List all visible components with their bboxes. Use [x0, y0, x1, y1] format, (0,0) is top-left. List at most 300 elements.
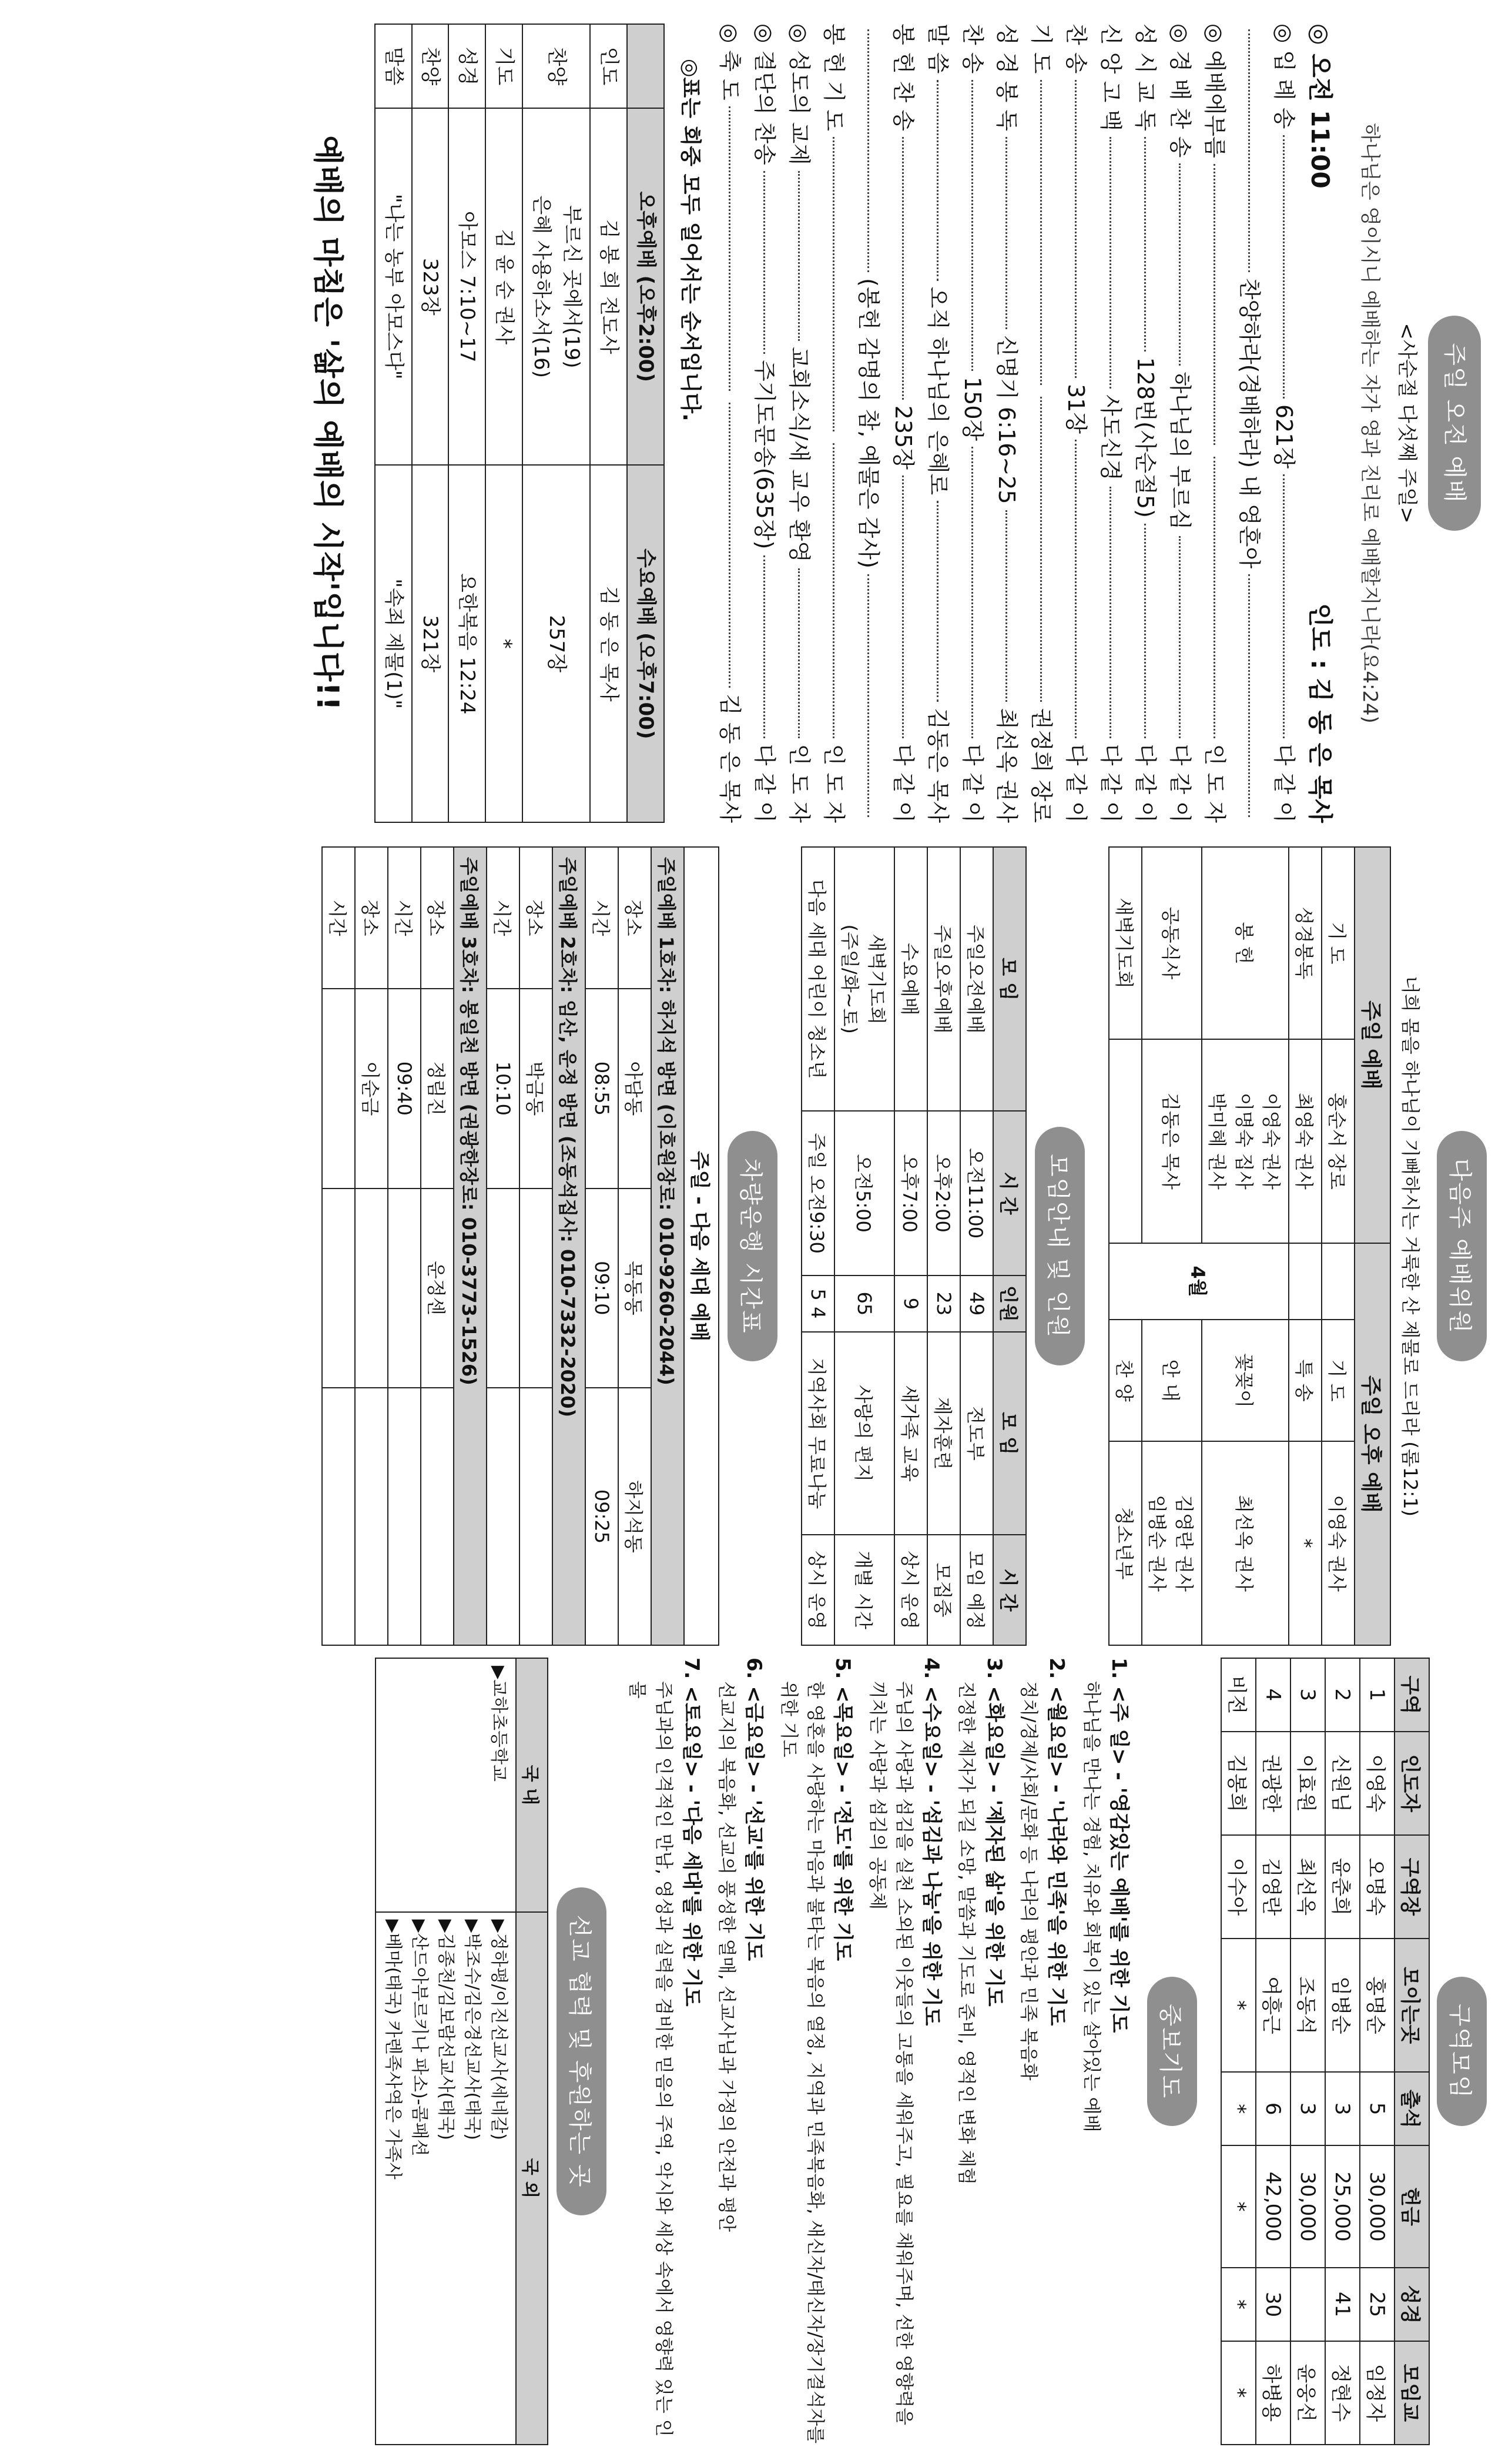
table-row	[834, 847, 894, 1645]
domestic-header: 국 내	[516, 1658, 548, 1912]
table-cell: 개별 시간	[834, 1535, 894, 1645]
table-cell: 전도부	[960, 1332, 993, 1535]
section-title: 중보기도	[1147, 1977, 1197, 2127]
mission-table	[375, 1658, 548, 2445]
prayer-heading: 3. <화요일> - '제자된 삶'을 위한 기도	[982, 1658, 1006, 2007]
table-cell: 제자훈련	[927, 1332, 960, 1535]
mission-item: ▶정하평/이진선교사(세네갈)	[488, 1919, 509, 2140]
order-name: ◎ 예배에부름	[1201, 24, 1228, 158]
duty-row	[1289, 847, 1322, 1645]
bus-cell: 08:55	[585, 989, 618, 1188]
order-name: ◎ 입 례 송	[1271, 24, 1297, 129]
bus-row	[421, 847, 454, 1645]
order-of-worship	[712, 24, 1300, 823]
domestic-list	[376, 1658, 516, 1912]
prayer-detail: 진정한 제자가 되길 소망, 말씀과 기도로 준비, 영적인 변화 체험	[956, 1681, 977, 2185]
bus-cell: 장소	[355, 847, 388, 989]
afternoon-wednesday-table	[374, 24, 665, 823]
table-cell: 신원님	[1325, 1732, 1360, 1835]
table-cell: *	[1221, 2072, 1256, 2145]
prayer-heading: 5. <목요일> - '전도'를 위한 기도	[831, 1658, 855, 1961]
table-cell: 말씀	[375, 24, 412, 108]
duty-role: 꽃꽂이	[1202, 1320, 1289, 1441]
table-cell: 오전11:00	[960, 1111, 993, 1275]
prayer-item	[1015, 1658, 1071, 2445]
section-title: 다음주 예배위원	[1437, 1131, 1487, 1361]
order-item	[1162, 24, 1197, 823]
table-cell: 2	[1325, 1658, 1360, 1732]
order-name: 말 씀	[924, 24, 951, 74]
order-person: 최선옥 권사	[994, 708, 1020, 823]
order-detail: 31장	[1063, 384, 1090, 434]
prayer-detail: 주님의 사랑과 섬김을 실천 소외된 이웃들의 고통을 세워주고, 필요를 채워주며, 선한 영향력을 끼치는 사랑과 섬김의 공동체	[867, 1681, 914, 2426]
duty-person: 김영란 권사 임병순 권사	[1142, 1441, 1202, 1645]
table-cell: 5	[1360, 2072, 1395, 2145]
table-cell: 3	[1290, 2072, 1325, 2145]
bus-cell	[322, 989, 355, 1188]
bus-cell: 시간	[487, 847, 519, 989]
bus-title: 주일 - 다음 세대 예배	[684, 847, 719, 1645]
bus-cell: 시간	[585, 847, 618, 989]
table-cell: 찬양	[522, 24, 590, 108]
table-cell: 모임 예정	[960, 1535, 993, 1645]
bus-cell: 장소	[618, 847, 651, 989]
groups-prayer-panel	[382, 1646, 1487, 2457]
table-cell: 오후7:00	[894, 1111, 927, 1275]
next-week-panel	[326, 835, 1487, 1658]
order-detail: 235장	[890, 405, 916, 470]
section-title: 주일 오전 예배	[1428, 316, 1481, 530]
table-cell: 부르신 곳에서(19) 은혜 사용하소서(16)	[522, 108, 590, 465]
prayer-heading: 7. <토요일> - '다음 세대'를 위한 기도	[679, 1658, 703, 2007]
order-person: 다 같 이	[1132, 744, 1158, 823]
table-cell: "나는 농부 아모스다"	[375, 108, 412, 465]
table-cell: 상시 운영	[894, 1535, 927, 1645]
table-cell: 김봉희	[1221, 1732, 1256, 1835]
duty-person: 최선옥 권사	[1202, 1441, 1289, 1645]
order-item	[851, 24, 886, 823]
table-cell: 25,000	[1325, 2145, 1360, 2268]
table-header: 수요예배 (오후7:00)	[627, 465, 664, 822]
bus-cell: 아담동	[618, 989, 651, 1188]
order-name: 봉 헌 기 도	[820, 24, 847, 132]
bus-cell	[421, 1388, 454, 1645]
order-person: 다 같 이	[752, 744, 778, 823]
table-cell: 주일 오전9:30	[802, 1111, 834, 1275]
table-cell: 49	[960, 1275, 993, 1332]
bus-cell	[388, 1388, 421, 1645]
table-header: 출석	[1395, 2072, 1429, 2145]
prayer-detail: 정치/경제/사회/문화 등 나라의 평안과 민족 복음화	[1018, 1681, 1040, 2081]
table-cell: 4	[1256, 1658, 1290, 1732]
theme-verse: 하나님은 영이시니 예배하는 자가 영과 진리로 예배할지니라(요4:24)	[1358, 123, 1382, 724]
table-header: 헌금	[1395, 2145, 1429, 2268]
order-name: 신 앙 고 백	[1098, 24, 1124, 132]
order-name: 봉 헌 찬 송	[890, 24, 916, 132]
sunday-morning-service-panel	[310, 12, 1487, 835]
prayer-heading: 1. <주 일> - '영감있는 예배'를 위한 기도	[1107, 1658, 1131, 2033]
order-name: ◎ 결단의 찬송	[752, 24, 778, 165]
duty-role: 안 내	[1142, 1320, 1202, 1441]
table-cell: 65	[834, 1275, 894, 1332]
order-detail: 621장	[1271, 404, 1297, 469]
bus-cell	[322, 1388, 355, 1645]
order-name: 찬 송	[1063, 24, 1090, 74]
table-cell: 42,000	[1256, 2145, 1290, 2268]
prayer-detail: 한 영혼을 사랑하는 마음과 불타는 복음의 열정, 지역과 민족복음화, 새신자/태신자/장기결석자를 위한 기도	[777, 1681, 826, 2444]
table-cell: 이영숙	[1360, 1732, 1395, 1835]
order-person: 다 같 이	[959, 744, 986, 823]
duty-person: 이영숙 권사 이명숙 집사 박미혜 권사	[1202, 1039, 1289, 1243]
order-item	[1232, 24, 1266, 823]
order-item	[712, 24, 747, 823]
order-item	[955, 24, 990, 823]
table-header: 모 임	[993, 847, 1026, 1111]
mission-item: ▶김종천/김보람선교사(태국)	[435, 1919, 456, 2140]
bus-cell	[487, 1388, 519, 1645]
table-header: 인도자	[1395, 1732, 1429, 1835]
bus-cell: 09:25	[585, 1388, 618, 1645]
bus-cell: 시간	[322, 847, 355, 989]
table-cell: 성경	[448, 24, 485, 108]
table-row	[1325, 1658, 1360, 2445]
order-person: 다 같 이	[1063, 744, 1090, 823]
order-name: 찬 송	[959, 24, 986, 74]
table-cell: *	[485, 465, 522, 822]
bus-row	[322, 847, 355, 1645]
mission-item: ▶박조수/김은경선교사(태국)	[461, 1919, 482, 2140]
pm-title: 주일 오후 예배	[1355, 1243, 1390, 1645]
bus-cell: 박금동	[519, 989, 552, 1188]
table-cell: 오후2:00	[927, 1111, 960, 1275]
table-cell: 이수아	[1221, 1835, 1256, 1939]
order-person: 김 동 은 목사	[717, 694, 743, 823]
order-item	[886, 24, 920, 823]
order-detail: (봉헌 감명의 참, 예물은 감사)	[855, 278, 881, 568]
order-item	[990, 24, 1024, 823]
table-header: 모이는곳	[1395, 1939, 1429, 2072]
table-header: 구역	[1395, 1658, 1429, 1732]
table-cell: 257장	[522, 465, 590, 822]
table-cell: 조동석	[1290, 1939, 1325, 2072]
section-title: 차량운행 시간표	[728, 1131, 777, 1361]
order-detail: 오직 하나님의 은혜로	[924, 286, 951, 496]
table-cell: 6	[1256, 2072, 1290, 2145]
order-name: 성 시 교 독	[1132, 24, 1158, 132]
order-detail: 교회소식/새 교우 환영	[786, 346, 813, 563]
section-title: 구역모임	[1437, 1977, 1487, 2127]
table-row	[1290, 1658, 1325, 2445]
table-cell: 상시 운영	[802, 1535, 834, 1645]
table-row	[960, 847, 993, 1645]
overseas-header: 국 외	[516, 1912, 548, 2445]
prayer-detail: 주님과의 인격적인 만남, 영성과 실력을 겸비한 믿음의 주역, 악시와 세상 속에서 영향력 있는 인물	[626, 1681, 675, 2437]
order-person: 다 같 이	[1166, 744, 1193, 823]
table-row	[412, 24, 449, 822]
order-detail: 찬양하라(경배하라) 내 영혼아	[1236, 277, 1262, 569]
table-header: 모 임	[993, 1332, 1026, 1535]
duty-table	[1108, 846, 1391, 1646]
bus-cell	[519, 1388, 552, 1645]
order-person: 다 같 이	[1271, 744, 1297, 823]
bus-row	[487, 847, 519, 1645]
order-name: 기 도	[1028, 24, 1055, 74]
duty-row	[1202, 847, 1289, 1645]
table-row	[1221, 1658, 1256, 2445]
order-person: 인 도 자	[820, 744, 847, 823]
table-row	[522, 24, 590, 822]
table-cell: 3	[1325, 2072, 1360, 2145]
table-cell: 인도	[590, 24, 627, 108]
table-cell: 3	[1290, 1658, 1325, 1732]
table-header	[627, 24, 664, 108]
prayer-detail: 하나님을 만나는 경험, 치유와 회복이 있는 살아있는 예배	[1080, 1681, 1102, 2132]
table-cell: 23	[927, 1275, 960, 1332]
bus-cell	[519, 1189, 552, 1388]
table-row	[927, 847, 960, 1645]
duty-role: 공동식사	[1142, 847, 1202, 1039]
table-cell: 30	[1256, 2268, 1290, 2341]
table-cell: 지역사회 무료나눔	[802, 1332, 834, 1535]
table-cell: 임정자	[1360, 2341, 1395, 2445]
prayer-item	[1078, 1658, 1133, 2445]
table-cell: 사랑의 편지	[834, 1332, 894, 1535]
prayer-item	[624, 1658, 706, 2445]
bus-group-2: 주일예배 2호차: 임산, 운정 방면 (조동석집사: 010-7332-2020)	[552, 847, 585, 1645]
bus-cell: 09:40	[388, 989, 421, 1188]
table-cell: 찬양	[412, 24, 449, 108]
duty-role: 새벽기도회	[1109, 847, 1142, 1039]
table-row	[802, 847, 834, 1645]
bus-cell: 장소	[421, 847, 454, 989]
closing-message: 예배의 마침은 '삶의 예배의 시작'입니다!!	[310, 135, 346, 711]
table-header: 구역장	[1395, 1835, 1429, 1939]
table-cell: 오명숙	[1360, 1835, 1395, 1939]
prayer-item	[775, 1658, 857, 2445]
table-cell: 모집중	[927, 1535, 960, 1645]
bus-cell	[355, 1189, 388, 1388]
table-cell: 이효원	[1290, 1732, 1325, 1835]
order-item	[782, 24, 816, 823]
service-time: ◎ 오전 11:00	[1305, 24, 1335, 189]
table-header: 오후예배 (오후2:00)	[627, 108, 664, 465]
table-cell: 새가족 교육	[894, 1332, 927, 1535]
table-header: 시 간	[993, 1535, 1026, 1645]
order-person: 권정희 장로	[1028, 708, 1055, 823]
duty-role: 기 도	[1322, 1320, 1355, 1441]
duty-person: 김동은 목사	[1142, 1039, 1202, 1243]
table-cell: *	[1221, 2341, 1256, 2445]
order-item	[747, 24, 782, 823]
bus-cell: 장소	[519, 847, 552, 989]
order-person: 김동은 목사	[924, 708, 951, 823]
table-cell: 오전5:00	[834, 1111, 894, 1275]
table-cell: 요한복음 12:24	[448, 465, 485, 822]
order-name: ◎ 축 도	[717, 24, 743, 101]
bus-table	[321, 846, 719, 1646]
prayer-item	[864, 1658, 946, 2445]
mission-item: ▶베마(태국) 카렌족사역은 가족사	[382, 1919, 403, 2180]
order-person: 인 도 자	[1201, 744, 1228, 823]
table-cell: 41	[1325, 2268, 1360, 2341]
duty-verse: 너희 몸을 하나님이 기뻐하시는 거룩한 산 제물로 드리라 (롬12:1)	[1399, 975, 1422, 1517]
table-cell: 9	[894, 1275, 927, 1332]
table-cell: 권광한	[1256, 1732, 1290, 1835]
bus-cell: 목동동	[618, 1189, 651, 1388]
bus-group-1: 주일예배 1호차: 하지석 방면 (이호원장로: 010-9260-2044)	[651, 847, 684, 1645]
order-person: 다 같 이	[890, 744, 916, 823]
duty-row	[1322, 847, 1355, 1645]
table-cell: 여흥근	[1256, 1939, 1290, 2072]
prayer-heading: 2. <월요일> - '나라와 민족'을 위한 기도	[1044, 1658, 1068, 2026]
table-cell: 새벽기도회 (주일/화~토)	[834, 847, 894, 1111]
overseas-list	[376, 1912, 516, 2445]
order-detail: 사도신경	[1098, 394, 1124, 481]
table-row	[894, 847, 927, 1645]
table-cell: 윤웅선	[1290, 2341, 1325, 2445]
bus-cell: 하지석동	[618, 1388, 651, 1645]
mission-item: ▶산드아부르키나 파소)-콤패션	[408, 1919, 430, 2157]
table-cell: *	[1221, 2268, 1256, 2341]
bus-row	[519, 847, 552, 1645]
table-cell: 주일오전예배	[960, 847, 993, 1111]
duty-person: 최영숙 권사	[1289, 1039, 1322, 1243]
table-row	[448, 24, 485, 822]
bus-group-3: 주일예배 3호차: 봉일천 방면 (권광한장로: 010-3773-1526)	[454, 847, 487, 1645]
service-leader: 인도 : 김 동 은 목사	[1305, 603, 1335, 823]
meeting-table	[801, 846, 1027, 1646]
table-cell: 수요예배	[894, 847, 927, 1111]
duty-role: 특 송	[1289, 1320, 1322, 1441]
table-cell: *	[1221, 1939, 1256, 2072]
order-detail: 주기도문송(635장)	[752, 360, 778, 550]
table-cell: 1	[1360, 1658, 1395, 1732]
duty-role: 봉 헌	[1202, 847, 1289, 1039]
bus-row	[585, 847, 618, 1645]
table-row	[1256, 1658, 1290, 2445]
prayer-item	[713, 1658, 768, 2445]
mission-item: ▶교하초등학교	[488, 1666, 509, 1782]
table-header: 모임교	[1395, 2341, 1429, 2445]
table-cell: 홍명순	[1360, 1939, 1395, 2072]
duty-person: 홍순서 장로	[1322, 1039, 1355, 1243]
prayer-item	[953, 1658, 1008, 2445]
order-detail: 150장	[959, 376, 986, 441]
bus-cell: 10:10	[487, 989, 519, 1188]
table-cell: *	[1221, 2145, 1256, 2268]
order-item	[1024, 24, 1058, 823]
sunday-subtitle: <사순절 다섯째 주일>	[1395, 323, 1419, 524]
section-title: 선교 협력 및 후원하는 곳	[557, 1887, 606, 2215]
order-name: ◎ 성도의 교제	[786, 24, 813, 165]
duty-person: 이영숙 권사	[1322, 1441, 1355, 1645]
table-cell: 하병용	[1256, 2341, 1290, 2445]
bus-row	[388, 847, 421, 1645]
duty-person: *	[1289, 1441, 1322, 1645]
order-item	[1093, 24, 1128, 823]
standing-note: ◎표는 회중 모두 일어서는 순서입니다.	[678, 59, 703, 421]
table-row	[590, 24, 627, 822]
order-detail: 신명기 6:16~25	[994, 334, 1020, 504]
table-cell: 5 4	[802, 1275, 834, 1332]
bus-row	[355, 847, 388, 1645]
prayer-heading: 6. <금요일> - '선교'를 위한 기도	[742, 1658, 766, 1961]
table-row	[375, 24, 412, 822]
am-title: 주일 예배	[1355, 847, 1390, 1243]
table-cell: 30,000	[1360, 2145, 1395, 2268]
table-cell: 323장	[412, 108, 449, 465]
bus-cell: 정림진	[421, 989, 454, 1188]
order-person: 인 도 자	[786, 744, 813, 823]
duty-role: 성경봉독	[1289, 847, 1322, 1039]
table-cell: 주일오후예배	[927, 847, 960, 1111]
table-row	[485, 24, 522, 822]
table-cell: 임병순	[1325, 1939, 1360, 2072]
table-cell: 김 윤 순 권사	[485, 108, 522, 465]
order-item	[1197, 24, 1232, 823]
bus-cell	[487, 1189, 519, 1388]
order-name: ◎ 경 배 찬 송	[1166, 24, 1193, 158]
table-cell: 30,000	[1290, 2145, 1325, 2268]
order-detail: 128번(사순절5)	[1132, 357, 1158, 518]
section-title: 모임안내 및 인원	[1035, 1127, 1085, 1365]
table-cell: 윤춘희	[1325, 1835, 1360, 1939]
duty-role: 기 도	[1322, 847, 1355, 1039]
duty-spacer	[1322, 1243, 1355, 1320]
duty-month: 4월	[1109, 1243, 1289, 1320]
table-header: 인원	[993, 1275, 1026, 1332]
bus-cell	[322, 1189, 355, 1388]
order-item	[816, 24, 851, 823]
table-cell	[1290, 2268, 1325, 2341]
table-cell: 비전	[1221, 1658, 1256, 1732]
bus-cell	[355, 1388, 388, 1645]
bus-cell: 09:10	[585, 1189, 618, 1388]
prayer-detail: 선교지의 복음화, 선교의 풍성한 열매, 선교사님과 가정의 안전과 평안	[715, 1681, 737, 2232]
prayer-heading: 4. <수요일> - '섬김과 나눔'을 위한 기도	[920, 1658, 944, 2026]
duty-person: 청소년부	[1109, 1441, 1142, 1645]
group-table	[1221, 1658, 1430, 2445]
order-person: 다 같 이	[1098, 744, 1124, 823]
bus-cell: 운정센	[421, 1189, 454, 1388]
table-row	[1360, 1658, 1395, 2445]
table-cell: 정현수	[1325, 2341, 1360, 2445]
table-cell: 321장	[412, 465, 449, 822]
order-item	[1266, 24, 1301, 823]
table-cell: "속죄 제물(1)"	[375, 465, 412, 822]
table-cell: 25	[1360, 2268, 1395, 2341]
bus-cell: 이순금	[355, 989, 388, 1188]
order-detail: 하나님의 부르심	[1166, 371, 1193, 530]
table-cell: 김 동 은 목사	[590, 465, 627, 822]
table-cell: 아모스 7:10~17	[448, 108, 485, 465]
table-header: 시 간	[993, 1111, 1026, 1275]
table-cell: 기도	[485, 24, 522, 108]
table-cell: 다음 세대 어린이 청소년	[802, 847, 834, 1111]
duty-person	[1109, 1039, 1142, 1243]
table-header: 성경	[1395, 2268, 1429, 2341]
duty-spacer	[1289, 1243, 1322, 1320]
order-item	[1128, 24, 1162, 823]
order-item	[920, 24, 955, 823]
bus-cell	[388, 1189, 421, 1388]
table-cell: 최선옥	[1290, 1835, 1325, 1939]
prayer-list	[624, 1658, 1133, 2445]
order-name: 성 경 봉 독	[994, 24, 1020, 132]
order-item	[1058, 24, 1093, 823]
bus-row	[618, 847, 651, 1645]
bus-cell: 시간	[388, 847, 421, 989]
